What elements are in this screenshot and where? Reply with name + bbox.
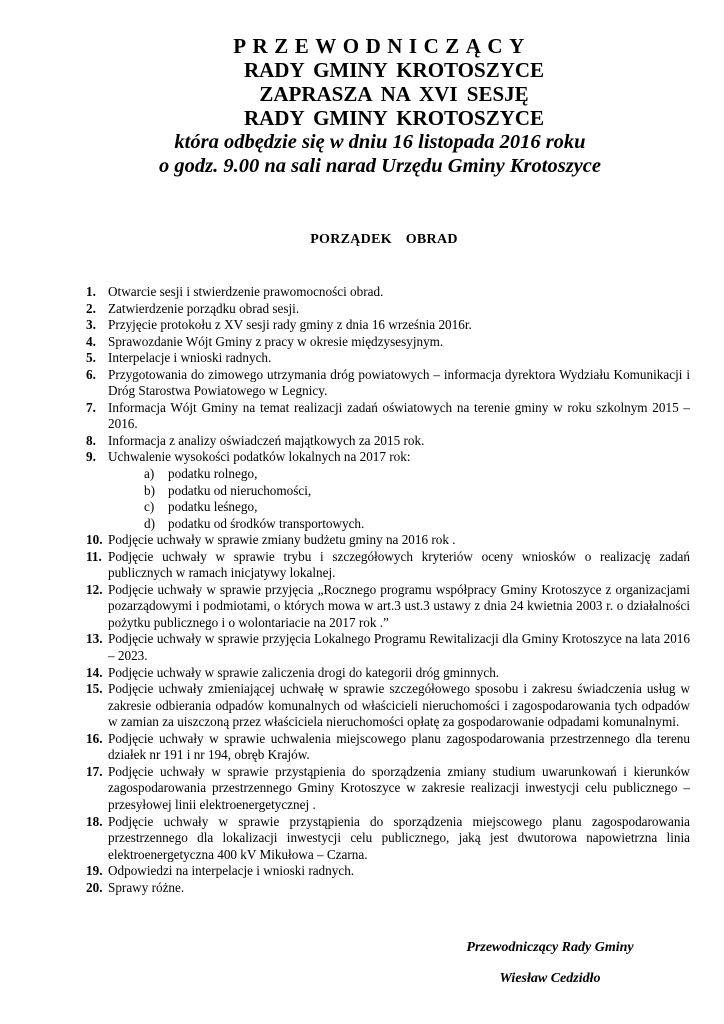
header-line-invites: ZAPRASZA NA XVI SESJĘ	[259, 82, 529, 106]
agenda-item-number: 11.	[86, 548, 102, 564]
agenda-item-text: Otwarcie sesji i stwierdzenie prawomocności obrad.	[108, 284, 384, 299]
agenda-item	[86, 665, 690, 682]
agenda-item	[86, 400, 690, 433]
agenda-item-number: 18.	[86, 813, 103, 829]
tax-subitem-letter: a)	[144, 466, 155, 482]
tax-subitem	[144, 483, 690, 500]
tax-subitem	[144, 466, 690, 483]
agenda-item-number: 19.	[86, 863, 103, 879]
agenda-item	[86, 317, 690, 334]
agenda-item-number: 14.	[86, 664, 103, 680]
agenda-item	[86, 449, 690, 532]
agenda-item-text: Podjęcie uchwały w sprawie zaliczenia drogi do kategorii dróg gminnych.	[108, 664, 500, 680]
agenda-item-number: 6.	[86, 366, 96, 382]
invitation-header	[0, 34, 724, 178]
agenda-item-text: Podjęcie uchwały w sprawie przystąpienia do sporządzenia zmiany studium uwarunkowań i kierunków zagospodarowania przestrzennego Gminy Krotoszyce w zakresie realizacji inwestycji celu publicznego – przesyłowej linii elektroenergetycznej .	[108, 763, 690, 812]
agenda-item	[86, 284, 690, 301]
agenda-item-number: 15.	[86, 681, 103, 697]
agenda-item-text: Podjęcie uchwały w sprawie przyjęcia Lokalnego Programu Rewitalizacji dla Gminy Krotoszyce na lata 2016 – 2023.	[108, 631, 690, 664]
agenda-item-text: Przygotowania do zimowego utrzymania dróg powiatowych – informacja dyrektora Wydziału Komunikacji i Dróg Starostwa Powiatowego w Legnicy.	[108, 366, 690, 399]
tax-subitem-text: podatku od nieruchomości,	[168, 482, 312, 498]
agenda-item-number: 10.	[86, 532, 103, 548]
agenda-item-number: 20.	[86, 879, 103, 895]
agenda-item	[86, 433, 690, 450]
agenda-item-number: 8.	[86, 432, 96, 448]
agenda-item	[86, 863, 690, 880]
tax-subitem-text: podatku od środków transportowych.	[168, 515, 365, 531]
header-line-time-place: o godz. 9.00 na sali narad Urzędu Gminy Krotoszyce	[159, 155, 601, 177]
agenda-list	[86, 284, 690, 896]
agenda-item-text: Uchwalenie wysokości podatków lokalnych na 2017 rok:	[108, 449, 411, 465]
agenda-item-number: 16.	[86, 730, 103, 746]
agenda-item-number: 5.	[86, 350, 96, 366]
agenda-item-number: 4.	[86, 333, 96, 349]
agenda-item-number: 7.	[86, 399, 96, 415]
tax-subitem-letter: b)	[144, 482, 155, 498]
agenda-item-text: Przyjęcie protokołu z XV sesji rady gminy z dnia 16 września 2016r.	[108, 317, 472, 333]
agenda-title: PORZĄDEK OBRAD	[310, 232, 458, 247]
agenda-item-number: 1.	[86, 284, 96, 299]
agenda-item	[86, 582, 690, 632]
agenda-item	[86, 814, 690, 864]
header-line-council-2: RADY GMINY KROTOSZYCE	[243, 106, 545, 130]
agenda-item-text: Podjęcie uchwały w sprawie trybu i szczegółowych kryteriów oceny wniosków o realizację zadań publicznych w ramach inicjatywy lokalnej.	[108, 548, 690, 581]
agenda-item-text: Podjęcie uchwały zmieniającej uchwałę w sprawie szczegółowego sposobu i zakresu świadczenia usług w zakresie odbierania odpadów komunalnych od właścicieli nieruchomości i zagospodarowania tych odpadów w zamian za uiszczoną przez właściciela nieruchomości opłatę za gospodarowanie odpadami komunalnymi.	[108, 681, 690, 730]
agenda-item-number: 3.	[86, 317, 96, 333]
tax-subitem-letter: c)	[144, 499, 155, 515]
agenda-item-number: 2.	[86, 300, 96, 316]
agenda-item	[86, 367, 690, 400]
agenda-item-number: 9.	[86, 449, 96, 465]
agenda-item	[86, 631, 690, 664]
agenda-item-text: Sprawozdanie Wójt Gminy z pracy w okresie międzysesyjnym.	[108, 333, 444, 349]
agenda-item	[86, 764, 690, 814]
agenda-item-text: Sprawy różne.	[108, 879, 185, 895]
header-line-date: która odbędzie się w dniu 16 listopada 2016 roku	[174, 131, 586, 153]
tax-subitem-text: podatku leśnego,	[168, 499, 258, 515]
agenda-item-body	[108, 449, 690, 532]
agenda-item-text: Interpelacje i wnioski radnych.	[108, 350, 272, 366]
agenda-item-text: Odpowiedzi na interpelacje i wnioski radnych.	[108, 863, 355, 879]
agenda-item	[86, 532, 690, 549]
header-line-chairman: PRZEWODNICZĄCY	[233, 34, 531, 58]
signature-name: Wiesław Cedzidło	[499, 971, 601, 986]
tax-subitem-text: podatku rolnego,	[168, 466, 258, 482]
tax-sublist	[108, 466, 690, 532]
agenda-item-text: Zatwierdzenie porządku obrad sesji.	[108, 300, 300, 316]
agenda-item	[86, 681, 690, 731]
agenda-item-number: 13.	[86, 631, 103, 647]
agenda-item	[86, 350, 690, 367]
agenda-item-text: Podjęcie uchwały w sprawie przyjęcia „Rocznego programu współpracy Gminy Krotoszyce z organizacjami pozarządowymi i podmiotami, o których mowa w art.3 ust.3 ustawy z dnia 24 kwietnia 2003 r. o działalności pożytku publicznego i o wolontariacie na 2017 rok .”	[108, 581, 690, 630]
agenda-item	[86, 334, 690, 351]
agenda-item-text: Podjęcie uchwały w sprawie zmiany budżetu gminy na 2016 rok .	[108, 532, 456, 548]
agenda-item-number: 12.	[86, 581, 103, 597]
agenda-item	[86, 731, 690, 764]
agenda-item-text: Podjęcie uchwały w sprawie przystąpienia do sporządzenia miejscowego planu zagospodarowania przestrzennego dla lokalizacji inwestycji celu publicznego, jaką jest dwutorowa napowietrzna linia elektroenergetyczna 400 kV Mikułowa – Czarna.	[108, 813, 690, 862]
tax-subitem	[144, 499, 690, 516]
agenda-item	[86, 549, 690, 582]
agenda-item-text: Informacja Wójt Gminy na temat realizacji zadań oświatowych na terenie gminy w roku szkolnym 2015 – 2016.	[108, 399, 690, 432]
agenda-item-text: Informacja z analizy oświadczeń majątkowych za 2015 rok.	[108, 432, 425, 448]
tax-subitem-letter: d)	[144, 515, 155, 531]
agenda-item	[86, 301, 690, 318]
agenda-item-text: Podjęcie uchwały w sprawie uchwalenia miejscowego planu zagospodarowania przestrzennego dla terenu działek nr 191 i nr 194, obręb Krajów.	[108, 730, 690, 763]
agenda-item	[86, 880, 690, 897]
header-line-council: RADY GMINY KROTOSZYCE	[243, 58, 545, 82]
tax-subitem	[144, 516, 690, 533]
signature-title: Przewodniczący Rady Gminy	[466, 940, 634, 955]
agenda-item-number: 17.	[86, 763, 103, 779]
